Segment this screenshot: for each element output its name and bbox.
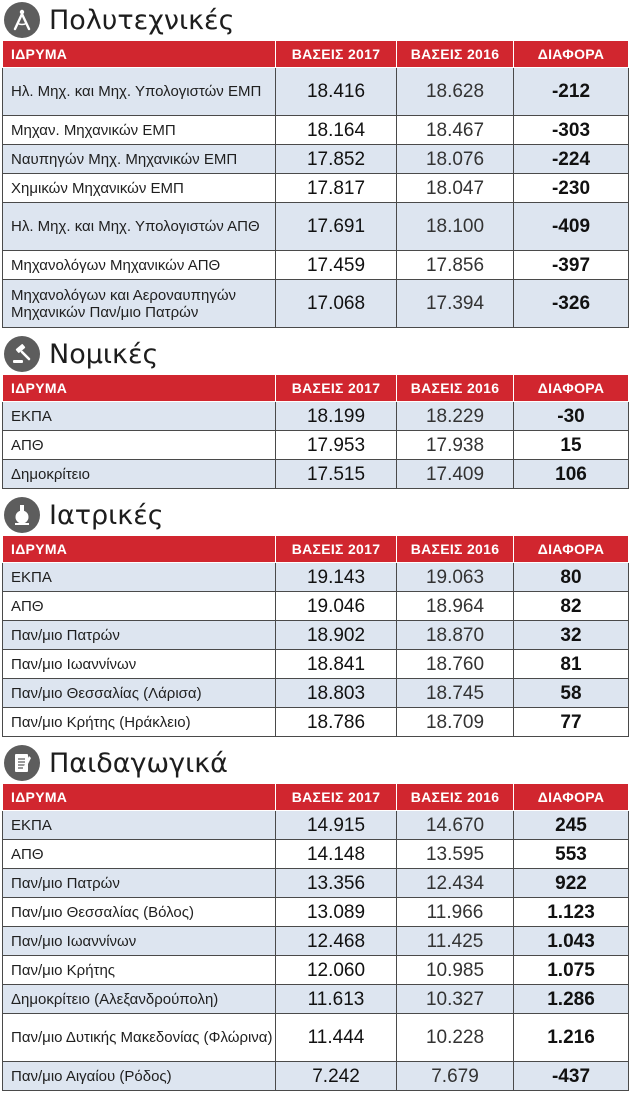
col-difference-header: ΔΙΑΦΟΡΑ: [514, 784, 629, 811]
col-2017-header: ΒΑΣΕΙΣ 2017: [276, 41, 397, 68]
score-difference: 1.216: [514, 1014, 629, 1062]
score-difference: 81: [514, 650, 629, 679]
score-2016: 12.434: [397, 869, 514, 898]
score-2016: 19.063: [397, 563, 514, 592]
score-2017: 17.817: [276, 174, 397, 203]
institution-name: Δημοκρίτειο: [3, 460, 276, 489]
table-row: [3, 251, 629, 280]
score-2016: 18.964: [397, 592, 514, 621]
institution-name: ΑΠΘ: [3, 431, 276, 460]
institution-name: Παν/μιο Θεσσαλίας (Βόλος): [3, 898, 276, 927]
score-difference: -212: [514, 68, 629, 116]
score-difference: 1.286: [514, 985, 629, 1014]
score-2017: 18.164: [276, 116, 397, 145]
table-row: [3, 116, 629, 145]
score-2017: 19.143: [276, 563, 397, 592]
score-2016: 18.467: [397, 116, 514, 145]
col-institution-header: ΙΔΡΥΜΑ: [3, 41, 276, 68]
col-2016-header: ΒΑΣΕΙΣ 2016: [397, 536, 514, 563]
table-header-row: [3, 41, 629, 68]
score-2017: 17.691: [276, 203, 397, 251]
table-header-row: [3, 536, 629, 563]
score-2016: 11.425: [397, 927, 514, 956]
table-row: [3, 985, 629, 1014]
scores-table: [2, 535, 629, 737]
score-2016: 10.228: [397, 1014, 514, 1062]
institution-name: Ηλ. Μηχ. και Μηχ. Υπολογιστών ΕΜΠ: [3, 68, 276, 116]
institution-name: Χημικών Μηχανικών ΕΜΠ: [3, 174, 276, 203]
score-2017: 18.902: [276, 621, 397, 650]
institution-name: Παν/μιο Κρήτης: [3, 956, 276, 985]
table-row: [3, 280, 629, 328]
table-row: [3, 650, 629, 679]
table-row: [3, 898, 629, 927]
institution-name: Μηχανολόγων Μηχανικών ΑΠΘ: [3, 251, 276, 280]
table-row: [3, 431, 629, 460]
table-row: [3, 708, 629, 737]
table-row: [3, 203, 629, 251]
table-row: [3, 563, 629, 592]
score-difference: 106: [514, 460, 629, 489]
score-2017: 17.953: [276, 431, 397, 460]
table-row: [3, 840, 629, 869]
table-row: [3, 68, 629, 116]
score-difference: 32: [514, 621, 629, 650]
table-row: [3, 869, 629, 898]
section-header: [0, 0, 630, 40]
score-2016: 11.966: [397, 898, 514, 927]
col-2017-header: ΒΑΣΕΙΣ 2017: [276, 784, 397, 811]
flask-icon: [4, 497, 40, 533]
score-2017: 18.786: [276, 708, 397, 737]
score-difference: 553: [514, 840, 629, 869]
table-row: [3, 145, 629, 174]
score-difference: -230: [514, 174, 629, 203]
score-difference: -224: [514, 145, 629, 174]
score-2016: 13.595: [397, 840, 514, 869]
score-2016: 10.327: [397, 985, 514, 1014]
score-2016: 17.856: [397, 251, 514, 280]
score-difference: -437: [514, 1062, 629, 1091]
score-2016: 18.760: [397, 650, 514, 679]
score-difference: 58: [514, 679, 629, 708]
score-2017: 13.356: [276, 869, 397, 898]
score-2017: 18.803: [276, 679, 397, 708]
section-medical: [0, 495, 630, 737]
institution-name: ΕΚΠΑ: [3, 402, 276, 431]
score-2017: 7.242: [276, 1062, 397, 1091]
institution-name: ΕΚΠΑ: [3, 563, 276, 592]
score-2016: 18.870: [397, 621, 514, 650]
table-row: [3, 174, 629, 203]
table-row: [3, 592, 629, 621]
score-2017: 19.046: [276, 592, 397, 621]
col-difference-header: ΔΙΑΦΟΡΑ: [514, 536, 629, 563]
scores-table: [2, 783, 629, 1091]
section-title: Ιατρικές: [49, 499, 164, 531]
table-header-row: [3, 784, 629, 811]
gavel-icon: [4, 336, 40, 372]
score-2016: 10.985: [397, 956, 514, 985]
institution-name: Μηχαν. Μηχανικών ΕΜΠ: [3, 116, 276, 145]
score-2016: 17.938: [397, 431, 514, 460]
institution-name: Ηλ. Μηχ. και Μηχ. Υπολογιστών ΑΠΘ: [3, 203, 276, 251]
score-2016: 18.100: [397, 203, 514, 251]
score-2016: 18.745: [397, 679, 514, 708]
notebook-icon: [4, 745, 40, 781]
scores-table: [2, 374, 629, 489]
institution-name: Μηχανολόγων και Αεροναυπηγών Μηχανικών Παν/μιο Πατρών: [3, 280, 276, 328]
institution-name: Δημοκρίτειο (Αλεξανδρούπολη): [3, 985, 276, 1014]
section-header: [0, 495, 630, 535]
institution-name: Παν/μιο Ιωαννίνων: [3, 650, 276, 679]
table-row: [3, 679, 629, 708]
col-institution-header: ΙΔΡΥΜΑ: [3, 784, 276, 811]
institution-name: ΑΠΘ: [3, 840, 276, 869]
score-2016: 14.670: [397, 811, 514, 840]
institution-name: Παν/μιο Δυτικής Μακεδονίας (Φλώρινα): [3, 1014, 276, 1062]
score-difference: -397: [514, 251, 629, 280]
score-difference: 15: [514, 431, 629, 460]
col-2017-header: ΒΑΣΕΙΣ 2017: [276, 375, 397, 402]
score-2017: 18.841: [276, 650, 397, 679]
col-institution-header: ΙΔΡΥΜΑ: [3, 375, 276, 402]
score-difference: -409: [514, 203, 629, 251]
score-difference: -30: [514, 402, 629, 431]
institution-name: Παν/μιο Θεσσαλίας (Λάρισα): [3, 679, 276, 708]
score-2017: 12.060: [276, 956, 397, 985]
score-difference: 1.123: [514, 898, 629, 927]
table-row: [3, 956, 629, 985]
section-pedagogical: [0, 743, 630, 1091]
score-2017: 17.852: [276, 145, 397, 174]
score-difference: -303: [514, 116, 629, 145]
section-law: [0, 334, 630, 489]
score-2017: 14.148: [276, 840, 397, 869]
institution-name: Παν/μιο Κρήτης (Ηράκλειο): [3, 708, 276, 737]
col-2017-header: ΒΑΣΕΙΣ 2017: [276, 536, 397, 563]
section-header: [0, 743, 630, 783]
section-title: Πολυτεχνικές: [49, 4, 235, 36]
score-2016: 17.409: [397, 460, 514, 489]
score-difference: 77: [514, 708, 629, 737]
score-2016: 18.628: [397, 68, 514, 116]
score-difference: -326: [514, 280, 629, 328]
institution-name: Παν/μιο Πατρών: [3, 869, 276, 898]
score-difference: 1.043: [514, 927, 629, 956]
institution-name: Ναυπηγών Μηχ. Μηχανικών ΕΜΠ: [3, 145, 276, 174]
score-difference: 245: [514, 811, 629, 840]
col-institution-header: ΙΔΡΥΜΑ: [3, 536, 276, 563]
score-difference: 922: [514, 869, 629, 898]
score-2017: 18.416: [276, 68, 397, 116]
score-2017: 17.459: [276, 251, 397, 280]
table-header-row: [3, 375, 629, 402]
score-2017: 18.199: [276, 402, 397, 431]
compass-icon: [4, 2, 40, 38]
col-2016-header: ΒΑΣΕΙΣ 2016: [397, 375, 514, 402]
section-title: Νομικές: [49, 338, 159, 370]
col-2016-header: ΒΑΣΕΙΣ 2016: [397, 41, 514, 68]
table-row: [3, 1014, 629, 1062]
col-2016-header: ΒΑΣΕΙΣ 2016: [397, 784, 514, 811]
score-difference: 82: [514, 592, 629, 621]
institution-name: Παν/μιο Πατρών: [3, 621, 276, 650]
score-difference: 1.075: [514, 956, 629, 985]
score-2016: 18.076: [397, 145, 514, 174]
institution-name: ΕΚΠΑ: [3, 811, 276, 840]
score-2017: 11.613: [276, 985, 397, 1014]
score-2017: 17.068: [276, 280, 397, 328]
table-row: [3, 402, 629, 431]
col-difference-header: ΔΙΑΦΟΡΑ: [514, 41, 629, 68]
table-row: [3, 811, 629, 840]
score-2017: 12.468: [276, 927, 397, 956]
scores-table: [2, 40, 629, 328]
score-2016: 7.679: [397, 1062, 514, 1091]
score-2017: 17.515: [276, 460, 397, 489]
table-row: [3, 927, 629, 956]
table-row: [3, 621, 629, 650]
section-header: [0, 334, 630, 374]
score-2017: 11.444: [276, 1014, 397, 1062]
score-2016: 18.229: [397, 402, 514, 431]
institution-name: ΑΠΘ: [3, 592, 276, 621]
table-row: [3, 1062, 629, 1091]
institution-name: Παν/μιο Ιωαννίνων: [3, 927, 276, 956]
score-2016: 18.709: [397, 708, 514, 737]
section-title: Παιδαγωγικά: [49, 747, 228, 779]
table-row: [3, 460, 629, 489]
section-polytechnic: [0, 0, 630, 328]
col-difference-header: ΔΙΑΦΟΡΑ: [514, 375, 629, 402]
score-difference: 80: [514, 563, 629, 592]
score-2017: 14.915: [276, 811, 397, 840]
score-2017: 13.089: [276, 898, 397, 927]
score-2016: 18.047: [397, 174, 514, 203]
institution-name: Παν/μιο Αιγαίου (Ρόδος): [3, 1062, 276, 1091]
score-2016: 17.394: [397, 280, 514, 328]
